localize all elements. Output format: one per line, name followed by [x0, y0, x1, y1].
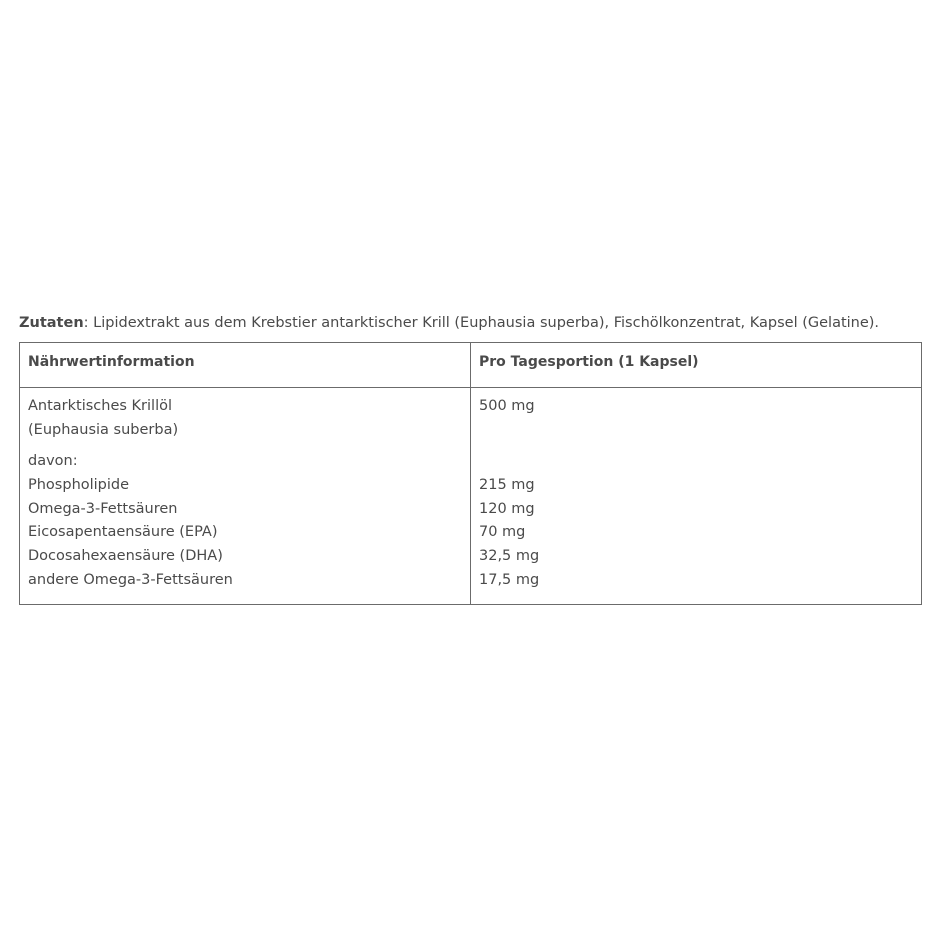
row-name: Docosahexaensäure (DHA) — [28, 548, 223, 564]
row-value: 17,5 mg — [479, 572, 540, 588]
nutrition-table — [19, 342, 922, 605]
header-nutrition-info: Nährwertinformation — [28, 354, 195, 370]
row-name: Eicosapentaensäure (EPA) — [28, 524, 218, 540]
header-daily-portion: Pro Tagesportion (1 Kapsel) — [479, 354, 699, 370]
row-name: Omega-3-Fettsäuren — [28, 501, 178, 517]
ingredients-text: : Lipidextrakt aus dem Krebstier antarktischer Krill (Euphausia superba), Fischölkonzentrat, Kapsel (Gelatine). — [83, 315, 880, 331]
row-value: 70 mg — [479, 524, 526, 540]
sub-heading: davon: — [28, 453, 78, 469]
row-name: andere Omega-3-Fettsäuren — [28, 572, 233, 588]
ingredients-label: Zutaten — [19, 315, 84, 331]
row-value: 120 mg — [479, 501, 535, 517]
main-row-name-line2: (Euphausia suberba) — [28, 422, 179, 438]
row-name: Phospholipide — [28, 477, 130, 493]
row-value: 32,5 mg — [479, 548, 540, 564]
column-divider — [470, 343, 471, 604]
ingredients-line — [19, 313, 924, 333]
header-divider — [20, 387, 921, 388]
row-value: 215 mg — [479, 477, 535, 493]
main-row-name-line1: Antarktisches Krillöl — [28, 398, 173, 414]
main-row-value: 500 mg — [479, 398, 535, 414]
